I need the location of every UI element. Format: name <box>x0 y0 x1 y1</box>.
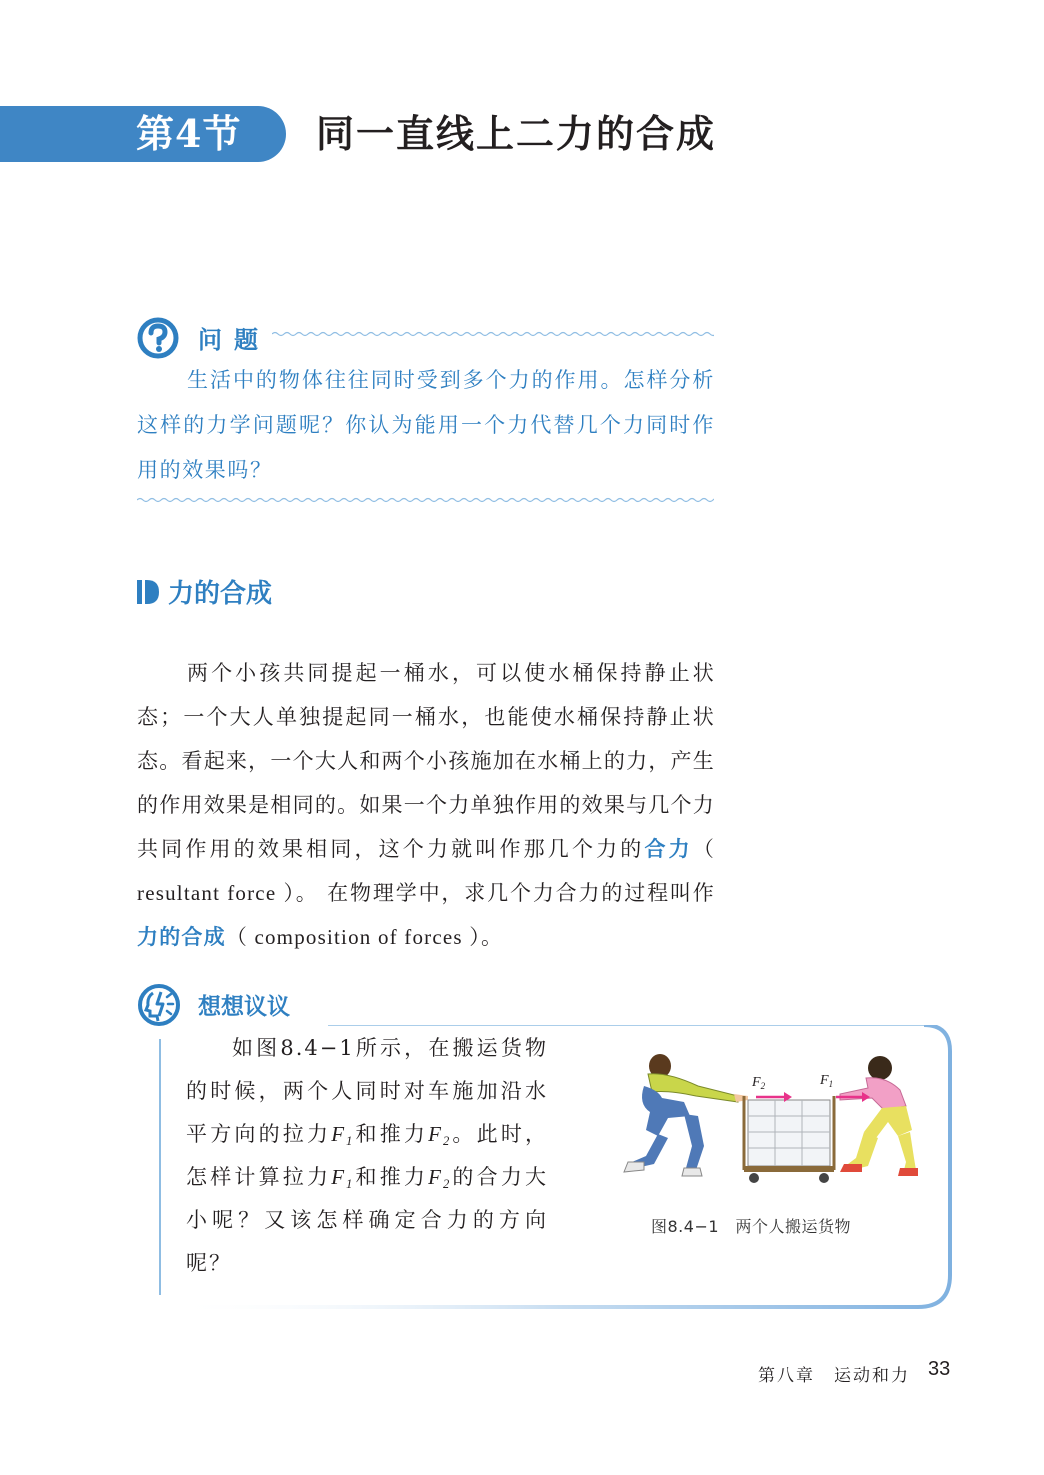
question-heading: 问题 <box>198 326 270 354</box>
discussion-text-part: 的合力大小呢？又该怎样确定合力的方向呢？ <box>186 1165 549 1275</box>
discussion-heading: 想想议议 <box>198 994 290 1020</box>
thinking-head-icon <box>137 983 181 1027</box>
term-resultant-force-en: （ resultant force ） <box>137 837 716 905</box>
figure-moving-cargo <box>588 1046 933 1186</box>
discussion-text-part: 和推力 <box>354 1165 429 1189</box>
page-number: 33 <box>928 1358 951 1380</box>
pushing-person-illustration <box>624 1054 748 1176</box>
wavy-divider <box>137 496 714 504</box>
body-paragraph <box>137 651 715 959</box>
term-resultant-force: 合力 <box>644 837 693 861</box>
force-symbol: $F_1$ <box>331 1122 355 1148</box>
cart-illustration <box>744 1096 834 1183</box>
question-text: 生活中的物体往往同时受到多个力的作用。怎样分析这样的力学问题呢？你认为能用一个力代替几个力同时作用的效果吗？ <box>137 368 715 482</box>
force-label-f2: $F_2$ <box>752 1075 766 1091</box>
figure-caption: 图8.4−1 两个人搬运货物 <box>651 1217 852 1236</box>
discussion-text-part: 。此时，怎样计算拉力 <box>186 1122 549 1189</box>
body-text-part: 。 在物理学中，求几个力合力的过程叫作 <box>295 881 715 905</box>
pulling-person-illustration <box>840 1056 918 1176</box>
force-symbol: $F_2$ <box>428 1122 452 1148</box>
discussion-text-part: 和推力 <box>354 1122 429 1146</box>
discussion-text <box>186 1027 548 1285</box>
question-mark-icon <box>137 317 179 359</box>
term-composition-of-forces-en: （ composition of forces ） <box>225 925 481 949</box>
body-text-part: 。 <box>480 925 504 949</box>
force-symbol: $F_2$ <box>428 1165 452 1191</box>
section-title: 同一直线上二力的合成 <box>316 111 717 156</box>
section-number-label: 第4节 <box>136 111 242 156</box>
subsection-heading: 力的合成 <box>168 579 273 609</box>
chapter-marker-icon <box>137 580 159 604</box>
wavy-divider <box>272 330 714 338</box>
footer-chapter-title: 第八章 运动和力 <box>758 1366 910 1386</box>
discussion-text-part: 如图8.4−1所示，在搬运货物的时候，两个人同时对车施加沿水平方向的拉力 <box>186 1036 548 1146</box>
body-text-part: 两个小孩共同提起一桶水，可以使水桶保持静止状态；一个大人单独提起同一桶水，也能使水桶保持静止状态。看起来，一个大人和两个小孩施加在水桶上的力，产生的作用效果是相同的。如果一个力单独作用的效果与几个力共同作用的效果相同，这个力就叫作那几个力的 <box>137 661 715 861</box>
force-symbol: $F_1$ <box>331 1165 355 1191</box>
force-label-f1: $F_1$ <box>820 1073 834 1089</box>
term-composition-of-forces: 力的合成 <box>137 925 226 949</box>
